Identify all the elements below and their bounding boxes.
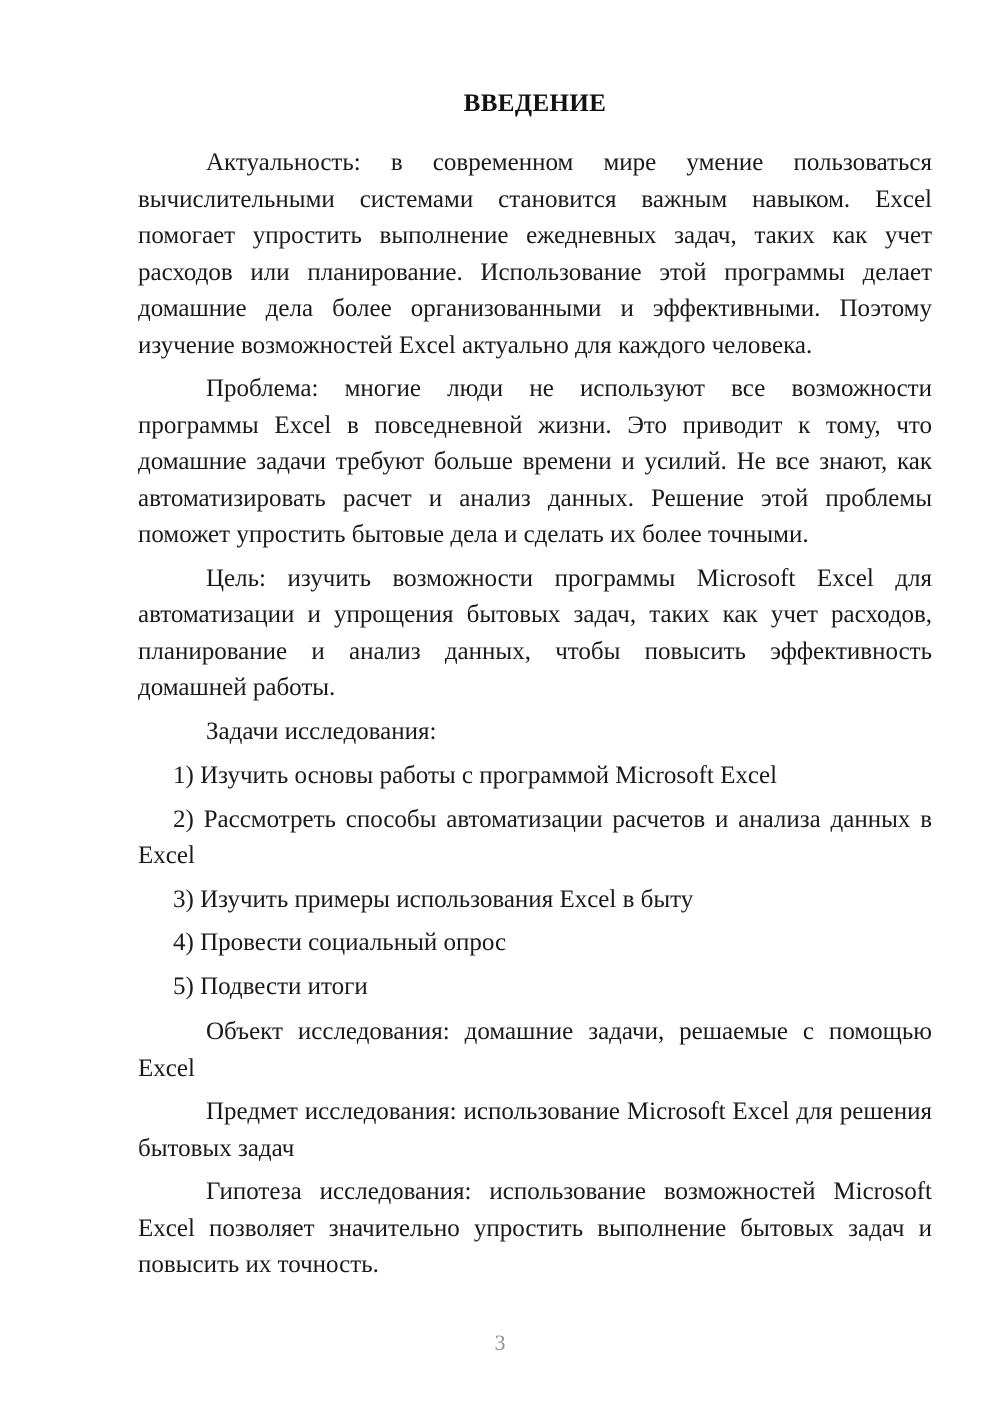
page-number: 3 xyxy=(494,1330,506,1355)
list-item: 1) Изучить основы работы с программой Microsoft Excel xyxy=(173,762,778,790)
paragraph-subject: Предмет исследования: использование Microsoft Excel для решения бытовых задач xyxy=(138,1098,932,1162)
list-item: 2) Рассмотреть способы автоматизации расчетов и анализа данных в Excel xyxy=(138,805,932,870)
tasks-heading: Задачи исследования: xyxy=(206,717,437,745)
paragraph-hypothesis: Гипотеза исследования: использование возможностей Microsoft Excel позволяет значительно упростить выполнение бытовых задач и повысить их точность. xyxy=(138,1178,932,1279)
list-item: 5) Подвести итоги xyxy=(173,972,368,1000)
page-title: ВВЕДЕНИЕ xyxy=(463,90,607,117)
paragraph-relevance: Актуальность: в современном мире умение пользоваться вычислительными системами становится важным навыком. Excel помогает упростить выполнение ежедневных задач, таких как учет расходов или планирование. Использование этой программы делает домашние дела более организованными и эффективными. Поэтому изучение возможностей Excel актуально для каждого человека. xyxy=(138,149,932,359)
document-body xyxy=(138,88,932,1284)
list-item: 3) Изучить примеры использования Excel в быту xyxy=(173,885,694,913)
tasks-list xyxy=(138,758,932,1005)
paragraph-goal: Цель: изучить возможности программы Microsoft Excel для автоматизации и упрощения бытовых задач, таких как учет расходов, планирование и анализ данных, чтобы повысить эффективность домашней работы. xyxy=(138,564,932,702)
paragraph-object: Объект исследования: домашние задачи, решаемые с помощью Excel xyxy=(138,1018,932,1082)
list-item: 4) Провести социальный опрос xyxy=(173,929,507,957)
paragraph-problem: Проблема: многие люди не используют все возможности программы Excel в повседневной жизни. Это приводит к тому, что домашние задачи требуют больше времени и усилий. Не все знают, как автоматизировать расчет и анализ данных. Решение этой проблемы поможет упростить бытовые дела и сделать их более точными. xyxy=(138,375,932,549)
